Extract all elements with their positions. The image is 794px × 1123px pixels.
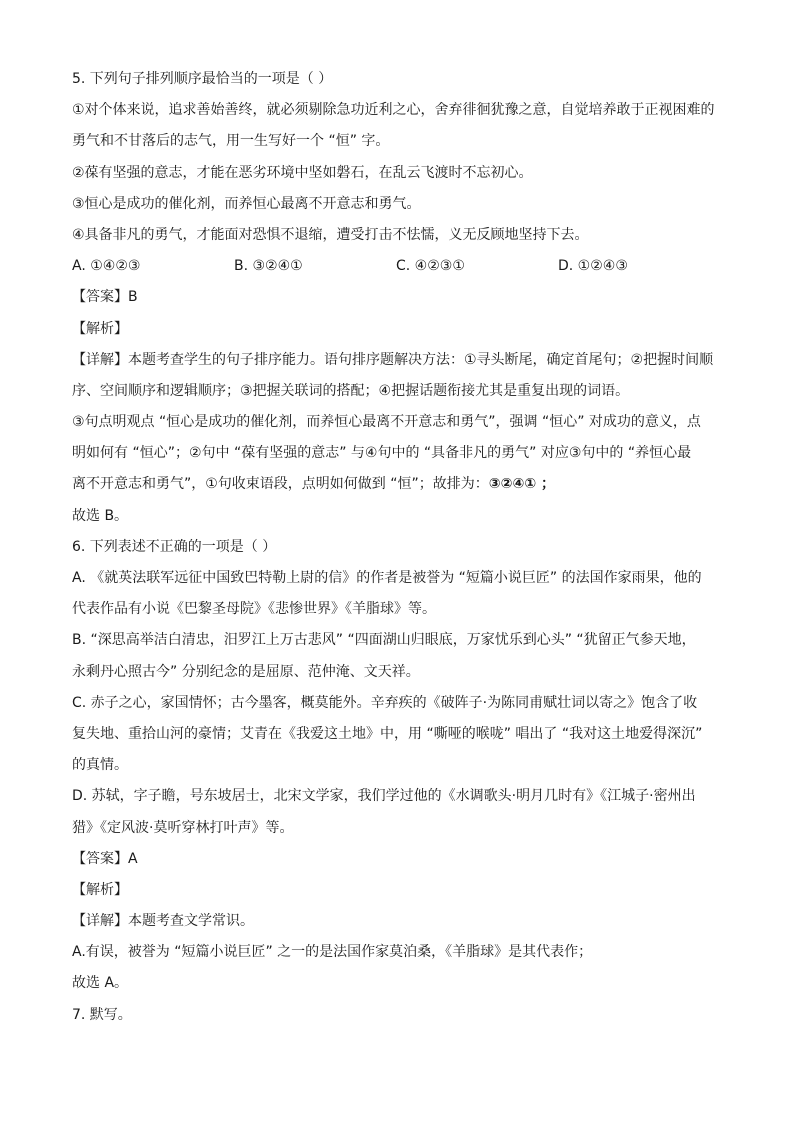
q5-stem: 5. 下列句子排列顺序最恰当的一项是（ ） xyxy=(72,71,333,87)
q5-detail-5-text: 离不开意志和勇气”，①句收束语段，点明如何做到 “恒”；故排为： xyxy=(72,476,489,493)
q6-option-d-line-2: 猎》《定风波·莫听穿林打叶声》等。 xyxy=(72,819,294,836)
q6-detail-2: A.有误，被誉为 “短篇小说巨匠” 之一的是法国作家莫泊桑，《羊脂球》是其代表作； xyxy=(72,944,593,961)
q5-option-c: C. ④②③① xyxy=(396,258,465,275)
q5-sentence-4: ④具备非凡的勇气，才能面对恐惧不退缩，遭受打击不怯懦，义无反顾地坚持下去。 xyxy=(72,226,589,243)
q5-order-answer: ③②④① ； xyxy=(488,476,556,493)
q6-option-c-line-3: 的真情。 xyxy=(72,757,128,774)
q5-detail-5 xyxy=(72,469,728,500)
q5-option-a: A. ①④②③ xyxy=(72,258,141,275)
q5-conclusion: 故选 B。 xyxy=(72,507,129,524)
q5-sentence-1a: ①对个体来说，追求善始善终，就必须剔除急功近利之心，舍弃徘徊犹豫之意，自觉培养敢于正视困难的 xyxy=(72,102,715,119)
q6-option-b-line-1: B. “深思高举洁白清忠，汨罗江上万古悲风” “四面湖山归眼底，万家忧乐到心头” “犹留正气参天地， xyxy=(72,632,696,649)
q6-detail-1: 【详解】本题考查文学常识。 xyxy=(72,913,254,930)
q5-option-b: B. ③②④① xyxy=(234,258,303,275)
q5-option-d: D. ①②④③ xyxy=(558,258,628,275)
q5-sentence-3: ③恒心是成功的催化剂，而养恒心最离不开意志和勇气。 xyxy=(72,195,421,212)
q5-sentence-1b: 勇气和不甘落后的志气，用一生写好一个 “恒” 字。 xyxy=(72,133,390,150)
q6-stem: 6. 下列表述不正确的一项是（ ） xyxy=(72,538,277,555)
q6-option-a-line-1: A. 《就英法联军远征中国致巴特勒上尉的信》的作者是被誉为 “短篇小说巨匠” 的法国作家雨果，他的 xyxy=(72,570,702,586)
q5-sentence-2: ②葆有坚强的意志，才能在恶劣环境中坚如磐石，在乱云飞渡时不忘初心。 xyxy=(72,164,533,181)
q6-answer: 【答案】A xyxy=(72,850,138,867)
q6-option-c-line-1: C. 赤子之心，家国情怀；古今墨客，概莫能外。辛弃疾的《破阵子·为陈同甫赋壮词以寄之》饱含了收 xyxy=(72,694,698,711)
q5-options xyxy=(72,251,728,282)
q5-analysis-title: 【解析】 xyxy=(72,320,128,337)
q6-conclusion: 故选 A。 xyxy=(72,975,129,992)
q6-option-a-line-2: 代表作品有小说《巴黎圣母院》《悲惨世界》《羊脂球》等。 xyxy=(72,601,436,618)
document-content xyxy=(72,64,728,1031)
q6-option-c-line-2: 复失地、重拾山河的豪情；艾青在《我爱这土地》中，用 “嘶哑的喉咙” 唱出了 “我对这土地爱得深沉” xyxy=(72,725,703,742)
q7-stem: 7. 默写。 xyxy=(72,1006,132,1023)
q5-detail-4: 明如何有 “恒心”；②句中 “葆有坚强的意志” 与④句中的 “具备非凡的勇气” 对应③句中的 “养恒心最 xyxy=(72,445,692,462)
q5-detail-3: ③句点明观点 “恒心是成功的催化剂，而养恒心最离不开意志和勇气”，强调 “恒心” 对成功的意义，点 xyxy=(72,414,701,431)
q5-detail-1: 【详解】本题考查学生的句子排序能力。语句排序题解决方法：①寻头断尾，确定首尾句；②把握时间顺 xyxy=(72,351,714,368)
q6-analysis-title: 【解析】 xyxy=(72,881,128,898)
q6-option-b-line-2: 永剩丹心照古今” 分别纪念的是屈原、范仲淹、文天祥。 xyxy=(72,663,420,680)
q5-detail-2: 序、空间顺序和逻辑顺序；③把握关联词的搭配；④把握话题衔接尤其是重复出现的词语。 xyxy=(72,382,630,399)
q5-answer: 【答案】B xyxy=(72,289,138,306)
q6-option-d-line-1: D. 苏轼，字子瞻，号东坡居士，北宋文学家，我们学过他的《水调歌头·明月几时有》《江城子·密州出 xyxy=(72,788,696,805)
